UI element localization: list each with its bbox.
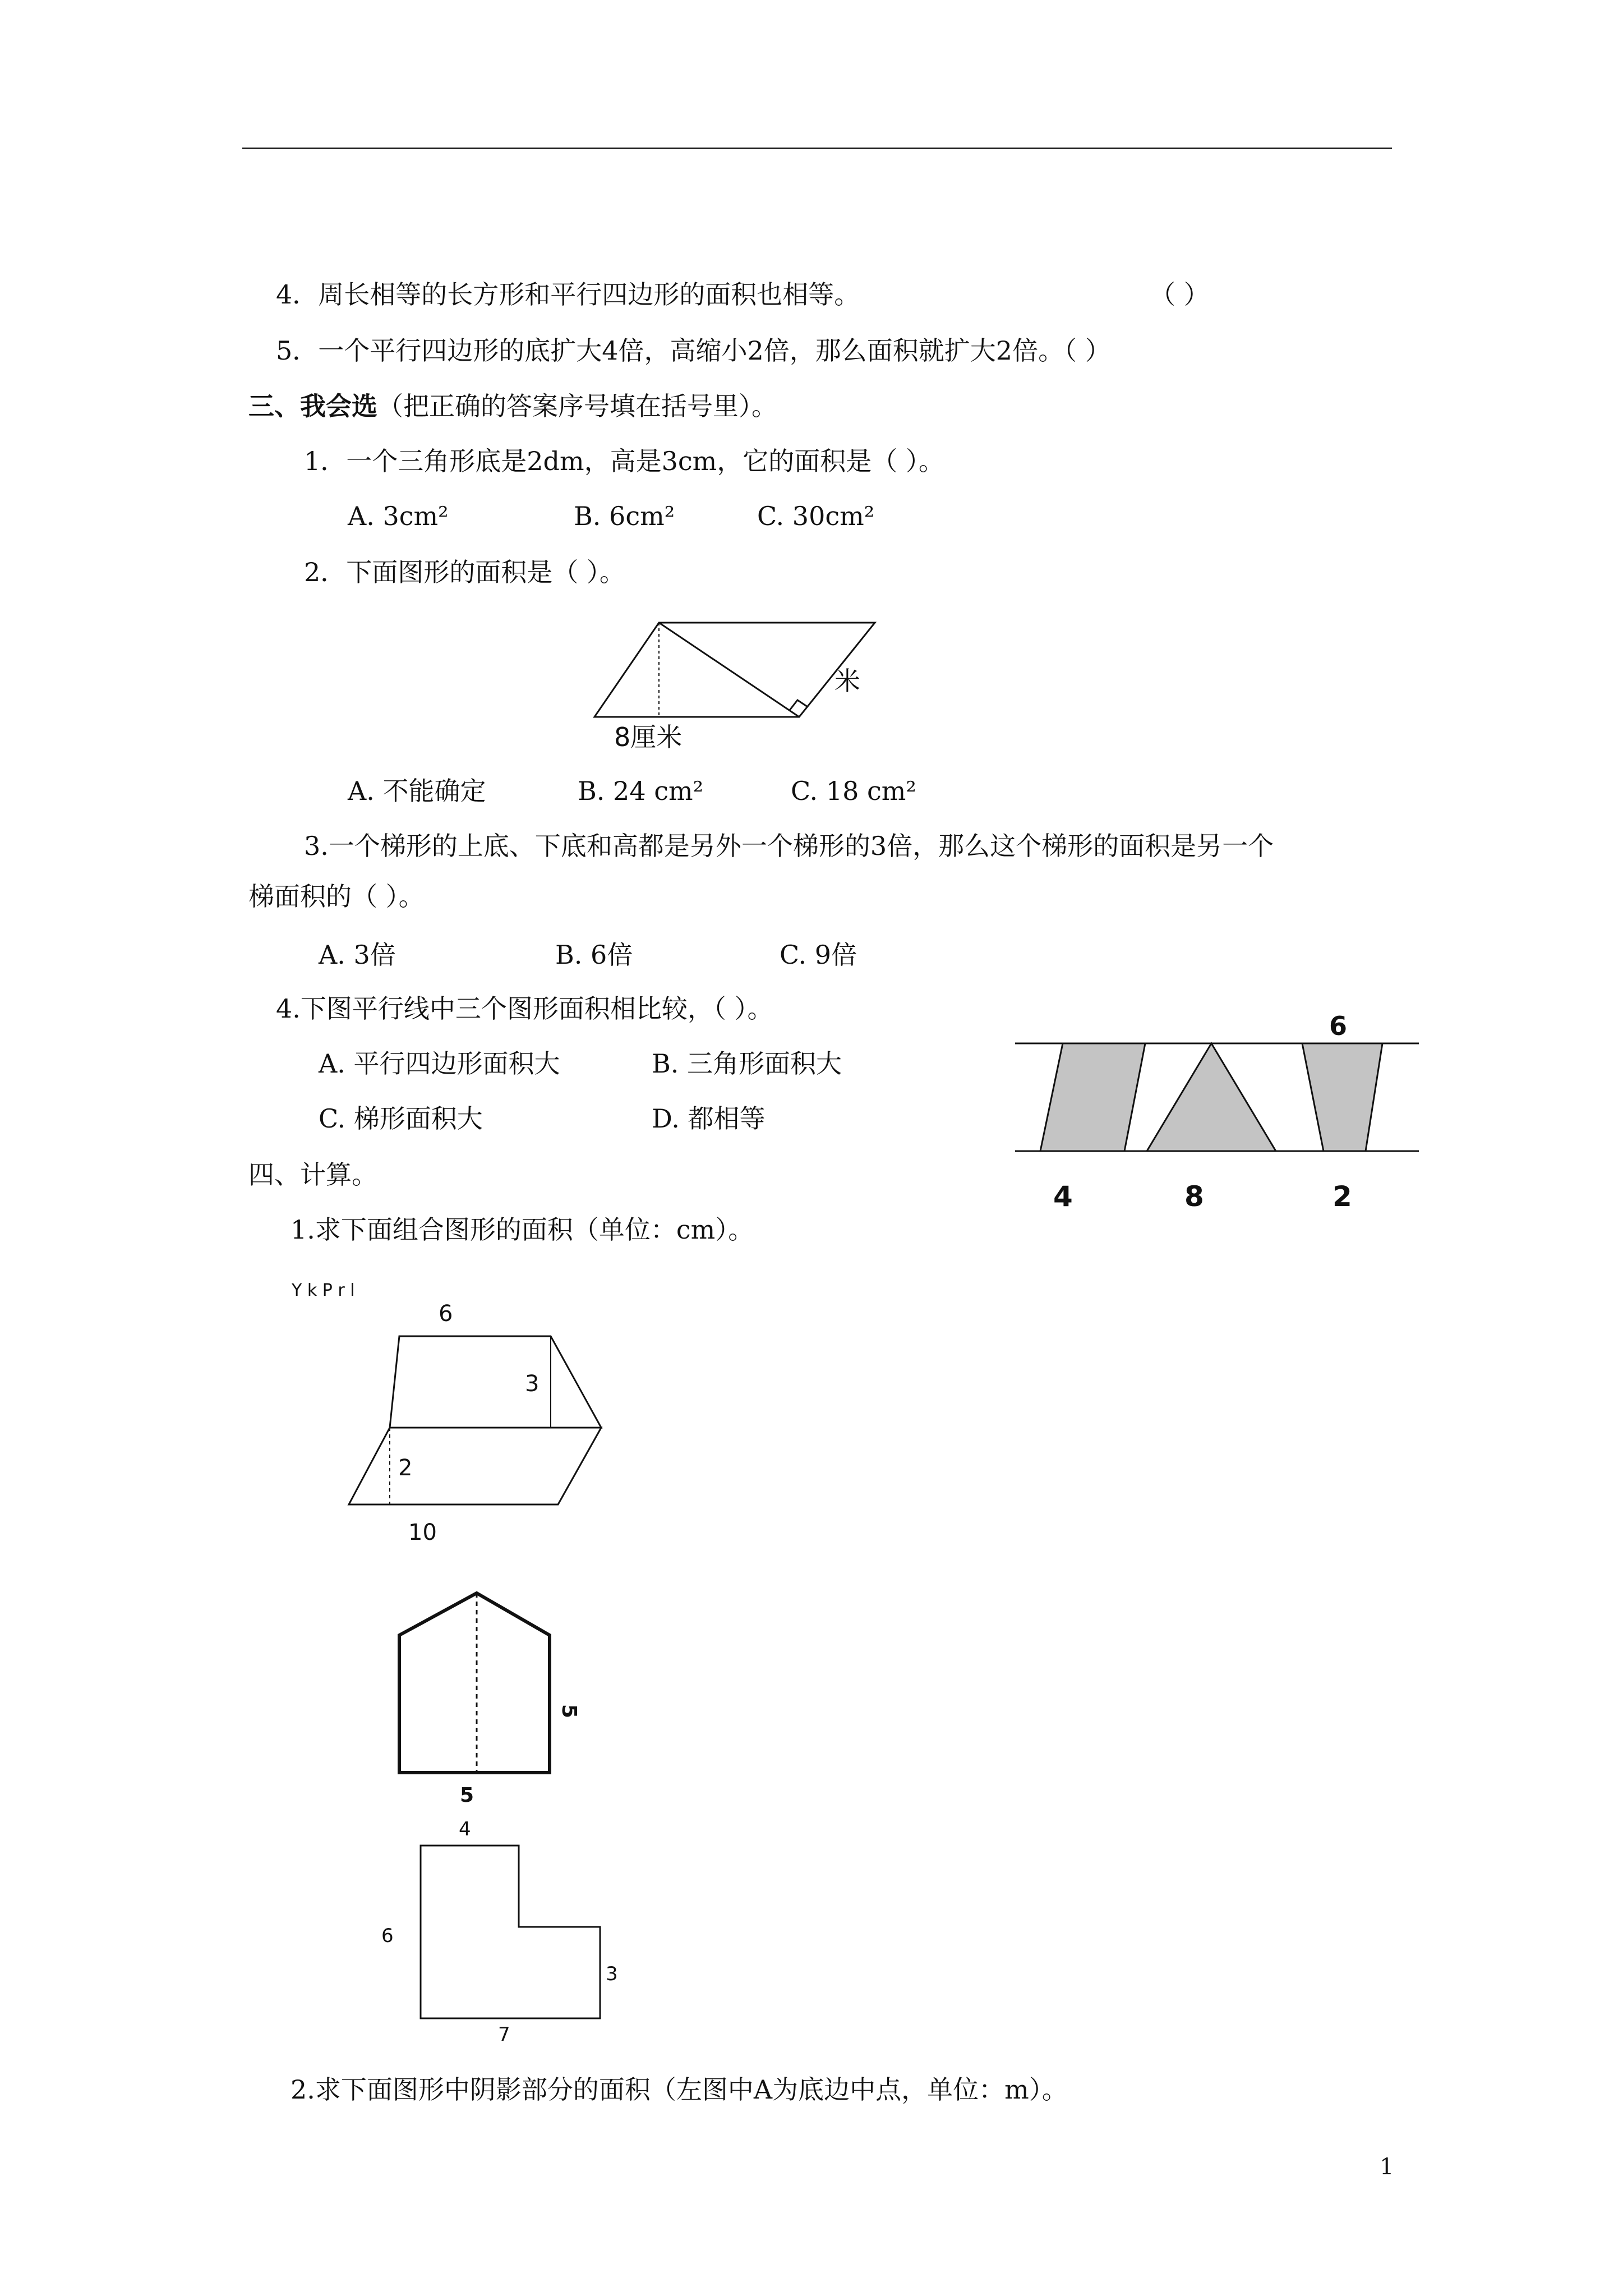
house-bottom-label: 5 bbox=[460, 1784, 474, 1807]
trapezoid-height-label: 3 bbox=[525, 1371, 540, 1397]
choice-1-option-c: C. 30cm² bbox=[757, 501, 875, 531]
trapezoid-part bbox=[390, 1336, 601, 1428]
trapezoid-top-label: 6 bbox=[1329, 1011, 1348, 1041]
house-figure bbox=[381, 1582, 606, 1820]
section-3-note: （把正确的答案序号填在括号里）。 bbox=[377, 391, 777, 421]
page-number: 1 bbox=[1380, 2154, 1394, 2180]
parallel-lines-figure bbox=[1009, 1010, 1424, 1225]
l-left-label: 6 bbox=[381, 1925, 394, 1947]
parallelogram-part bbox=[349, 1428, 601, 1504]
choice-3-option-b: B. 6倍 bbox=[555, 940, 633, 970]
parallelogram-shape bbox=[1040, 1043, 1145, 1151]
parallelogram-base-label: 4 bbox=[1053, 1180, 1073, 1213]
house-outline bbox=[399, 1593, 550, 1773]
choice-4-option-c: C. 梯形面积大 bbox=[319, 1103, 483, 1134]
trapezoid-shape bbox=[1302, 1043, 1382, 1151]
faint-text: Y k P r l bbox=[292, 1281, 355, 1300]
question-5: 5．一个平行四边形的底扩大4倍，高缩小2倍，那么面积就扩大2倍。（ ） bbox=[276, 335, 1111, 366]
l-shape-outline bbox=[421, 1846, 600, 2018]
section-4-title: 四、计算。 bbox=[248, 1159, 377, 1190]
choice-question-3: 3.一个梯形的上底、下底和高都是另外一个梯形的3倍，那么这个梯形的面积是另一个 bbox=[304, 831, 1274, 861]
choice-3-option-c: C. 9倍 bbox=[780, 940, 857, 970]
side-label: 米 bbox=[834, 666, 860, 696]
choice-4-option-b: B. 三角形面积大 bbox=[652, 1048, 842, 1079]
choice-2-option-b: B. 24 cm² bbox=[578, 776, 704, 806]
choice-2-option-c: C. 18 cm² bbox=[791, 776, 916, 806]
l-top-label: 4 bbox=[459, 1818, 471, 1841]
l-right-label: 3 bbox=[606, 1963, 618, 1985]
choice-2-option-a: A. 不能确定 bbox=[348, 776, 486, 806]
calc-question-1: 1.求下面组合图形的面积（单位：cm）。 bbox=[291, 1214, 754, 1245]
section-3-heading bbox=[248, 389, 777, 423]
choice-1-option-a: A. 3cm² bbox=[348, 501, 449, 531]
section-3-title: 三、我会选 bbox=[248, 391, 377, 421]
composite-figure-1 bbox=[280, 1273, 673, 1556]
parallelogram-figure bbox=[583, 611, 897, 760]
choice-question-3-cont: 梯面积的（ ）。 bbox=[248, 881, 425, 912]
calc-question-2: 2.求下面图形中阴影部分的面积（左图中A为底边中点，单位：m）。 bbox=[291, 2074, 1068, 2105]
choice-4-option-a: A. 平行四边形面积大 bbox=[319, 1048, 560, 1079]
house-side-label: 5 bbox=[557, 1704, 580, 1719]
bottom-side-label: 10 bbox=[408, 1520, 437, 1545]
parallelogram-height-label: 2 bbox=[398, 1455, 413, 1481]
choice-question-2: 2．下面图形的面积是（ ）。 bbox=[304, 557, 625, 587]
triangle-base-label: 8 bbox=[1184, 1180, 1204, 1213]
choice-4-option-d: D. 都相等 bbox=[652, 1103, 766, 1134]
choice-3-option-a: A. 3倍 bbox=[319, 940, 396, 970]
parallelogram-outline bbox=[594, 623, 875, 717]
choice-question-1: 1．一个三角形底是2dm，高是3cm，它的面积是（ ）。 bbox=[304, 446, 944, 476]
answer-paren-4: （ ） bbox=[1150, 279, 1210, 310]
triangle-shape bbox=[1147, 1043, 1276, 1151]
top-side-label: 6 bbox=[439, 1301, 453, 1327]
choice-question-4: 4.下图平行线中三个图形面积相比较，（ ）。 bbox=[276, 993, 773, 1024]
l-bottom-label: 7 bbox=[498, 2023, 510, 2046]
l-shape-figure bbox=[370, 1812, 651, 2050]
header-rule bbox=[242, 148, 1392, 149]
choice-1-option-b: B. 6cm² bbox=[574, 501, 675, 531]
question-4: 4．周长相等的长方形和平行四边形的面积也相等。 bbox=[276, 279, 860, 310]
diagonal-line bbox=[659, 623, 799, 717]
base-label: 8厘米 bbox=[614, 722, 683, 752]
trapezoid-base-label: 2 bbox=[1332, 1180, 1352, 1213]
